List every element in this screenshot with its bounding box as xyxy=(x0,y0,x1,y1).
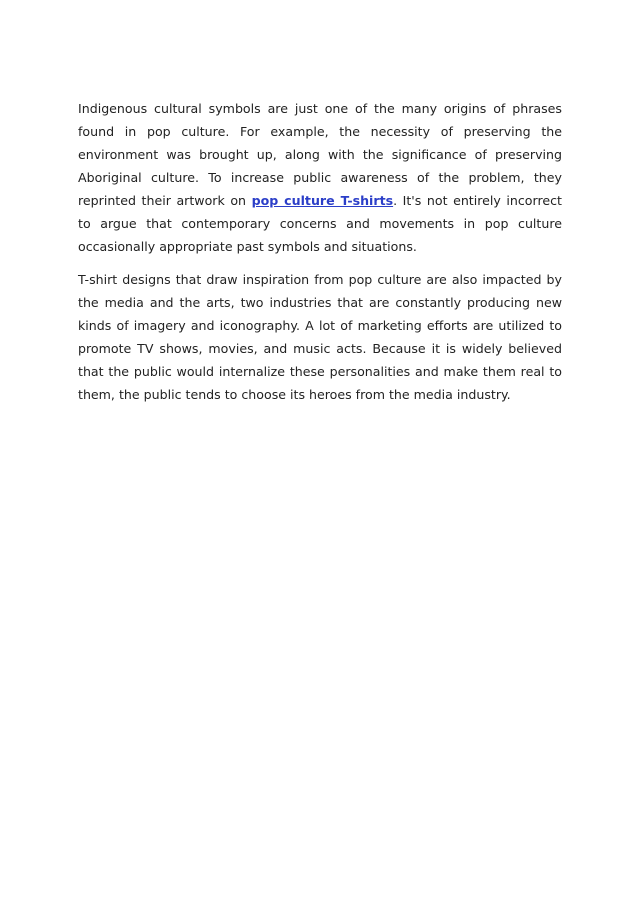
paragraph-text: Indigenous cultural symbols are just one of the many origins of phrases found in pop culture. For example, the necessity of preserving the environment was brought up, along with the significance of preserving Aboriginal culture. To increase public awareness of the problem, they reprinted their artwork on xyxy=(78,101,562,208)
document-body xyxy=(78,97,562,416)
paragraph-tshirt-designs xyxy=(78,268,562,406)
paragraph-text: T-shirt designs that draw inspiration from pop culture are also impacted by the media and the arts, two industries that are constantly producing new kinds of imagery and iconography. A lot of marketing efforts are utilized to promote TV shows, movies, and music acts. Because it is widely believed that the public would internalize these personalities and make them real to them, the public tends to choose its heroes from the media industry. xyxy=(78,272,562,402)
pop-culture-tshirts-link[interactable]: pop culture T-shirts xyxy=(251,193,394,208)
paragraph-indigenous-symbols xyxy=(78,97,562,258)
paragraph-text: . It's not entirely incorrect to argue that contemporary concerns and movements in pop culture occasionally appropriate past symbols and situations. xyxy=(78,193,562,254)
